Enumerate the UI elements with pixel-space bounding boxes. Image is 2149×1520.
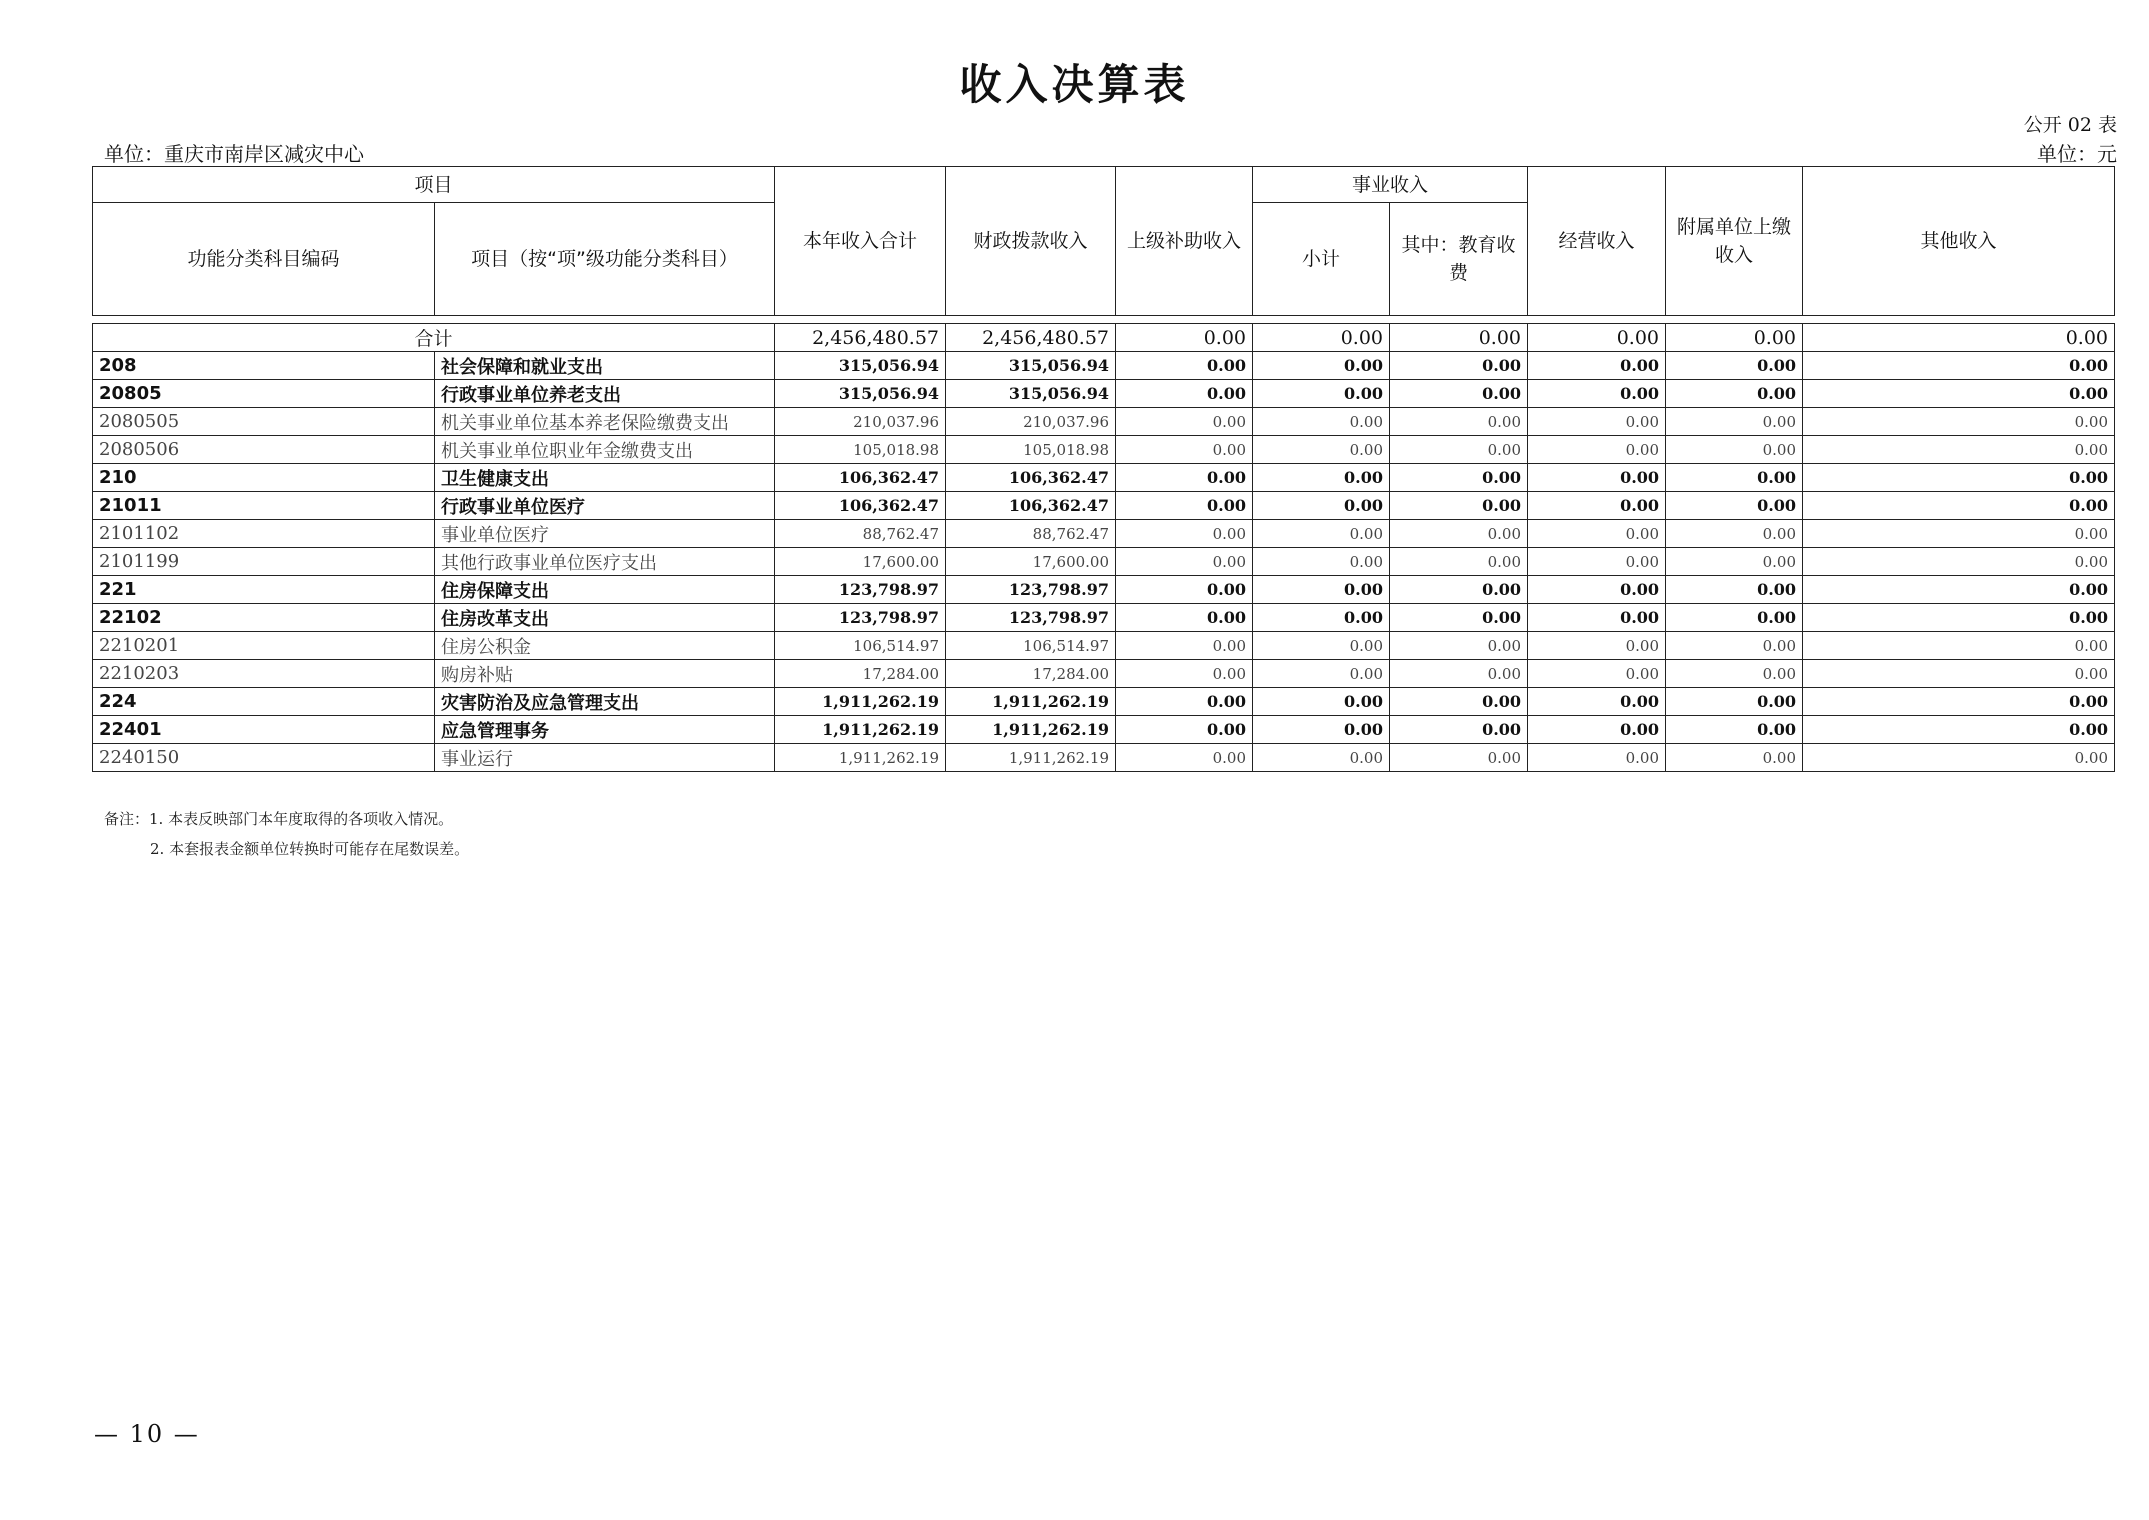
row-code: 2210203 — [93, 660, 435, 688]
row-item-name: 住房保障支出 — [435, 576, 775, 604]
row-code: 22401 — [93, 716, 435, 744]
row-superior-cell: 0.00 — [1116, 464, 1253, 492]
row-other-cell: 0.00 — [1803, 436, 2115, 464]
notes — [104, 804, 469, 864]
row-edu-cell: 0.00 — [1390, 352, 1528, 380]
form-number: 公开 02 表 — [2023, 114, 2117, 136]
header-business: 事业收入 — [1253, 167, 1528, 203]
row-operating-cell: 0.00 — [1528, 744, 1666, 772]
row-edu-cell: 0.00 — [1390, 744, 1528, 772]
row-subtotal-cell: 0.00 — [1253, 744, 1390, 772]
row-other-cell: 0.00 — [1803, 716, 2115, 744]
row-other-cell: 0.00 — [1803, 688, 2115, 716]
row-superior-cell: 0.00 — [1116, 352, 1253, 380]
row-superior-cell: 0.00 — [1116, 688, 1253, 716]
row-fiscal-cell: 105,018.98 — [946, 436, 1116, 464]
header-project: 项目 — [93, 167, 775, 203]
row-code: 224 — [93, 688, 435, 716]
page-title: 收入决算表 — [959, 60, 1190, 109]
row-subtotal-cell: 0.00 — [1253, 380, 1390, 408]
row-superior-cell: 0.00 — [1116, 436, 1253, 464]
row-code: 20805 — [93, 380, 435, 408]
row-other-cell: 0.00 — [1803, 352, 2115, 380]
row-edu-cell: 0.00 — [1390, 464, 1528, 492]
row-total-cell: 88,762.47 — [775, 520, 946, 548]
row-code: 2080506 — [93, 436, 435, 464]
row-subtotal-cell: 0.00 — [1253, 604, 1390, 632]
table-row — [93, 436, 2115, 464]
total-affiliated-cell: 0.00 — [1666, 324, 1803, 352]
row-superior-cell: 0.00 — [1116, 632, 1253, 660]
row-total-cell: 1,911,262.19 — [775, 716, 946, 744]
row-operating-cell: 0.00 — [1528, 520, 1666, 548]
row-item-name: 卫生健康支出 — [435, 464, 775, 492]
row-edu-cell: 0.00 — [1390, 520, 1528, 548]
row-edu-cell: 0.00 — [1390, 604, 1528, 632]
row-other-cell: 0.00 — [1803, 520, 2115, 548]
row-code: 21011 — [93, 492, 435, 520]
table-row — [93, 408, 2115, 436]
table-row — [93, 604, 2115, 632]
row-total-cell: 315,056.94 — [775, 352, 946, 380]
row-item-name: 行政事业单位养老支出 — [435, 380, 775, 408]
row-superior-cell: 0.00 — [1116, 492, 1253, 520]
row-item-name: 灾害防治及应急管理支出 — [435, 688, 775, 716]
row-edu-cell: 0.00 — [1390, 380, 1528, 408]
row-operating-cell: 0.00 — [1528, 604, 1666, 632]
row-subtotal-cell: 0.00 — [1253, 632, 1390, 660]
row-subtotal-cell: 0.00 — [1253, 716, 1390, 744]
row-edu-cell: 0.00 — [1390, 688, 1528, 716]
row-superior-cell: 0.00 — [1116, 520, 1253, 548]
row-affiliated-cell: 0.00 — [1666, 548, 1803, 576]
table-row — [93, 464, 2115, 492]
row-affiliated-cell: 0.00 — [1666, 632, 1803, 660]
row-fiscal-cell: 1,911,262.19 — [946, 744, 1116, 772]
row-edu-cell: 0.00 — [1390, 408, 1528, 436]
row-edu-cell: 0.00 — [1390, 632, 1528, 660]
row-subtotal-cell: 0.00 — [1253, 548, 1390, 576]
row-total-cell: 315,056.94 — [775, 380, 946, 408]
row-edu-cell: 0.00 — [1390, 660, 1528, 688]
row-item-name: 住房改革支出 — [435, 604, 775, 632]
row-fiscal-cell: 106,514.97 — [946, 632, 1116, 660]
header-operating: 经营收入 — [1528, 167, 1666, 316]
header-affiliated: 附属单位上缴收入 — [1666, 167, 1803, 316]
header-edu: 其中：教育收费 — [1390, 203, 1528, 316]
row-item-name: 其他行政事业单位医疗支出 — [435, 548, 775, 576]
table-row — [93, 576, 2115, 604]
row-code: 208 — [93, 352, 435, 380]
row-subtotal-cell: 0.00 — [1253, 436, 1390, 464]
header-func-code: 功能分类科目编码 — [93, 203, 435, 316]
row-total-cell: 123,798.97 — [775, 604, 946, 632]
row-subtotal-cell: 0.00 — [1253, 352, 1390, 380]
row-fiscal-cell: 210,037.96 — [946, 408, 1116, 436]
row-affiliated-cell: 0.00 — [1666, 660, 1803, 688]
row-total-cell: 1,911,262.19 — [775, 688, 946, 716]
row-fiscal-cell: 106,362.47 — [946, 492, 1116, 520]
table-row — [93, 380, 2115, 408]
table-row — [93, 352, 2115, 380]
row-other-cell: 0.00 — [1803, 492, 2115, 520]
row-superior-cell: 0.00 — [1116, 380, 1253, 408]
row-affiliated-cell: 0.00 — [1666, 576, 1803, 604]
row-other-cell: 0.00 — [1803, 632, 2115, 660]
row-total-cell: 17,600.00 — [775, 548, 946, 576]
row-other-cell: 0.00 — [1803, 408, 2115, 436]
row-code: 2080505 — [93, 408, 435, 436]
row-code: 2210201 — [93, 632, 435, 660]
row-superior-cell: 0.00 — [1116, 408, 1253, 436]
row-operating-cell: 0.00 — [1528, 436, 1666, 464]
total-income-cell: 2,456,480.57 — [775, 324, 946, 352]
row-edu-cell: 0.00 — [1390, 436, 1528, 464]
row-code: 22102 — [93, 604, 435, 632]
row-item-name: 购房补贴 — [435, 660, 775, 688]
total-superior-cell: 0.00 — [1116, 324, 1253, 352]
row-total-cell: 210,037.96 — [775, 408, 946, 436]
row-fiscal-cell: 17,284.00 — [946, 660, 1116, 688]
row-edu-cell: 0.00 — [1390, 576, 1528, 604]
total-operating-cell: 0.00 — [1528, 324, 1666, 352]
row-total-cell: 106,514.97 — [775, 632, 946, 660]
header-superior: 上级补助收入 — [1116, 167, 1253, 316]
row-fiscal-cell: 1,911,262.19 — [946, 688, 1116, 716]
row-total-cell: 123,798.97 — [775, 576, 946, 604]
row-operating-cell: 0.00 — [1528, 408, 1666, 436]
row-fiscal-cell: 88,762.47 — [946, 520, 1116, 548]
row-item-name: 机关事业单位职业年金缴费支出 — [435, 436, 775, 464]
row-superior-cell: 0.00 — [1116, 660, 1253, 688]
note-2: 2. 本套报表金额单位转换时可能存在尾数误差。 — [150, 840, 470, 858]
row-affiliated-cell: 0.00 — [1666, 688, 1803, 716]
row-subtotal-cell: 0.00 — [1253, 660, 1390, 688]
row-other-cell: 0.00 — [1803, 548, 2115, 576]
row-operating-cell: 0.00 — [1528, 464, 1666, 492]
row-affiliated-cell: 0.00 — [1666, 352, 1803, 380]
header-subtotal: 小计 — [1253, 203, 1390, 316]
row-item-name: 机关事业单位基本养老保险缴费支出 — [435, 408, 775, 436]
row-other-cell: 0.00 — [1803, 576, 2115, 604]
row-superior-cell: 0.00 — [1116, 576, 1253, 604]
header-total-income: 本年收入合计 — [775, 167, 946, 316]
row-fiscal-cell: 106,362.47 — [946, 464, 1116, 492]
row-item-name: 行政事业单位医疗 — [435, 492, 775, 520]
row-fiscal-cell: 123,798.97 — [946, 604, 1116, 632]
row-edu-cell: 0.00 — [1390, 716, 1528, 744]
row-fiscal-cell: 17,600.00 — [946, 548, 1116, 576]
table-row — [93, 744, 2115, 772]
row-fiscal-cell: 123,798.97 — [946, 576, 1116, 604]
row-superior-cell: 0.00 — [1116, 604, 1253, 632]
row-superior-cell: 0.00 — [1116, 548, 1253, 576]
row-item-name: 事业单位医疗 — [435, 520, 775, 548]
row-operating-cell: 0.00 — [1528, 548, 1666, 576]
header-fiscal: 财政拨款收入 — [946, 167, 1116, 316]
page-number: — 10 — — [94, 1420, 200, 1448]
row-total-cell: 17,284.00 — [775, 660, 946, 688]
row-affiliated-cell: 0.00 — [1666, 744, 1803, 772]
row-affiliated-cell: 0.00 — [1666, 380, 1803, 408]
table-row — [93, 688, 2115, 716]
row-edu-cell: 0.00 — [1390, 492, 1528, 520]
row-other-cell: 0.00 — [1803, 604, 2115, 632]
row-operating-cell: 0.00 — [1528, 716, 1666, 744]
row-code: 2101199 — [93, 548, 435, 576]
row-total-cell: 106,362.47 — [775, 464, 946, 492]
row-operating-cell: 0.00 — [1528, 352, 1666, 380]
row-operating-cell: 0.00 — [1528, 492, 1666, 520]
row-subtotal-cell: 0.00 — [1253, 408, 1390, 436]
total-other-cell: 0.00 — [1803, 324, 2115, 352]
header-other: 其他收入 — [1803, 167, 2115, 316]
row-subtotal-cell: 0.00 — [1253, 576, 1390, 604]
row-affiliated-cell: 0.00 — [1666, 408, 1803, 436]
unit-currency: 单位：元 — [2037, 142, 2117, 166]
row-operating-cell: 0.00 — [1528, 576, 1666, 604]
row-affiliated-cell: 0.00 — [1666, 436, 1803, 464]
row-total-cell: 1,911,262.19 — [775, 744, 946, 772]
row-code: 2240150 — [93, 744, 435, 772]
row-fiscal-cell: 315,056.94 — [946, 352, 1116, 380]
row-operating-cell: 0.00 — [1528, 660, 1666, 688]
row-item-name: 社会保障和就业支出 — [435, 352, 775, 380]
row-item-name: 事业运行 — [435, 744, 775, 772]
row-affiliated-cell: 0.00 — [1666, 604, 1803, 632]
row-total-cell: 106,362.47 — [775, 492, 946, 520]
row-fiscal-cell: 315,056.94 — [946, 380, 1116, 408]
income-table — [92, 166, 2115, 772]
row-code: 2101102 — [93, 520, 435, 548]
row-operating-cell: 0.00 — [1528, 380, 1666, 408]
total-subtotal-cell: 0.00 — [1253, 324, 1390, 352]
row-operating-cell: 0.00 — [1528, 632, 1666, 660]
row-edu-cell: 0.00 — [1390, 548, 1528, 576]
row-item-name: 应急管理事务 — [435, 716, 775, 744]
total-edu-cell: 0.00 — [1390, 324, 1528, 352]
table-row — [93, 492, 2115, 520]
row-superior-cell: 0.00 — [1116, 716, 1253, 744]
row-subtotal-cell: 0.00 — [1253, 688, 1390, 716]
row-superior-cell: 0.00 — [1116, 744, 1253, 772]
row-other-cell: 0.00 — [1803, 380, 2115, 408]
row-affiliated-cell: 0.00 — [1666, 716, 1803, 744]
table-row — [93, 716, 2115, 744]
row-total-cell: 105,018.98 — [775, 436, 946, 464]
total-fiscal-cell: 2,456,480.57 — [946, 324, 1116, 352]
table-row — [93, 548, 2115, 576]
row-operating-cell: 0.00 — [1528, 688, 1666, 716]
header-item: 项目（按“项”级功能分类科目） — [435, 203, 775, 316]
row-subtotal-cell: 0.00 — [1253, 492, 1390, 520]
note-1: 备注：1. 本表反映部门本年度取得的各项收入情况。 — [104, 810, 454, 828]
row-code: 221 — [93, 576, 435, 604]
row-fiscal-cell: 1,911,262.19 — [946, 716, 1116, 744]
row-other-cell: 0.00 — [1803, 744, 2115, 772]
total-label: 合计 — [93, 324, 775, 352]
row-other-cell: 0.00 — [1803, 464, 2115, 492]
row-subtotal-cell: 0.00 — [1253, 464, 1390, 492]
table-row — [93, 660, 2115, 688]
row-item-name: 住房公积金 — [435, 632, 775, 660]
table-row — [93, 520, 2115, 548]
table-row — [93, 632, 2115, 660]
total-row — [93, 324, 2115, 352]
unit-organization: 单位：重庆市南岸区减灾中心 — [104, 142, 364, 166]
row-affiliated-cell: 0.00 — [1666, 464, 1803, 492]
row-subtotal-cell: 0.00 — [1253, 520, 1390, 548]
row-other-cell: 0.00 — [1803, 660, 2115, 688]
row-affiliated-cell: 0.00 — [1666, 520, 1803, 548]
row-code: 210 — [93, 464, 435, 492]
row-affiliated-cell: 0.00 — [1666, 492, 1803, 520]
